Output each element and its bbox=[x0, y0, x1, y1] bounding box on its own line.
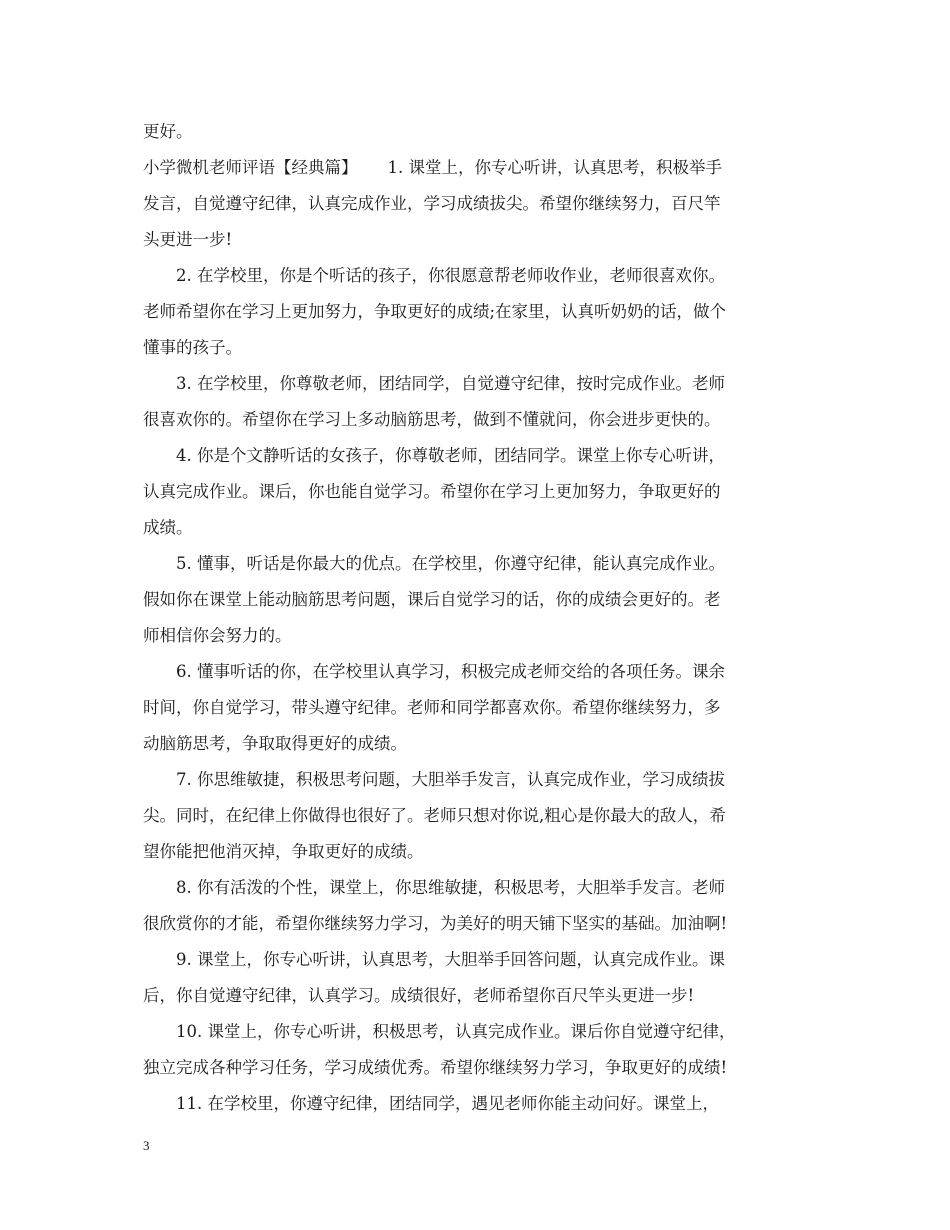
text-line: 更好。 bbox=[143, 122, 193, 141]
text-line: 头更进一步! bbox=[143, 230, 233, 249]
text-line: 11. 在学校里，你遵守纪律，团结同学，遇见老师你能主动问好。课堂上， bbox=[176, 1094, 719, 1113]
text-line: 师相信你会努力的。 bbox=[143, 626, 292, 645]
text-line: 3. 在学校里，你尊敬老师，团结同学，自觉遵守纪律，按时完成作业。老师 bbox=[176, 374, 725, 393]
text-line: 2. 在学校里，你是个听话的孩子，你很愿意帮老师收作业，老师很喜欢你。 bbox=[176, 266, 725, 285]
text-line: 5. 懂事，听话是你最大的优点。在学校里，你遵守纪律，能认真完成作业。 bbox=[176, 554, 725, 573]
text-line: 假如你在课堂上能动脑筋思考问题，课后自觉学习的话，你的成绩会更好的。老 bbox=[143, 590, 721, 609]
text-line: 10. 课堂上，你专心听讲，积极思考，认真完成作业。课后你自觉遵守纪律， bbox=[176, 1022, 736, 1041]
text-line: 很欣赏你的才能，希望你继续努力学习，为美好的明天铺下坚实的基础。加油啊! bbox=[143, 914, 728, 933]
text-line: 时间，你自觉学习，带头遵守纪律。老师和同学都喜欢你。希望你继续努力，多 bbox=[143, 698, 721, 717]
document-body bbox=[143, 114, 823, 1122]
text-line: 小学微机老师评语【经典篇】 1. 课堂上，你专心听讲，认真思考，积极举手 bbox=[143, 158, 722, 177]
text-line: 懂事的孩子。 bbox=[143, 338, 242, 357]
text-line: 8. 你有活泼的个性，课堂上，你思维敏捷，积极思考，大胆举手发言。老师 bbox=[176, 878, 725, 897]
text-line: 6. 懂事听话的你，在学校里认真学习，积极完成老师交给的各项任务。课余 bbox=[176, 662, 725, 681]
text-line: 7. 你思维敏捷，积极思考问题，大胆举手发言，认真完成作业，学习成绩拔 bbox=[176, 770, 725, 789]
text-line: 后，你自觉遵守纪律，认真学习。成绩很好，老师希望你百尺竿头更进一步! bbox=[143, 986, 695, 1005]
text-line: 认真完成作业。课后，你也能自觉学习。希望你在学习上更加努力，争取更好的 bbox=[143, 482, 721, 501]
text-line: 尖。同时，在纪律上你做得也很好了。老师只想对你说,粗心是你最大的敌人，希 bbox=[143, 806, 726, 825]
text-line: 9. 课堂上，你专心听讲，认真思考，大胆举手回答问题，认真完成作业。课 bbox=[176, 950, 725, 969]
text-line: 望你能把他消灭掉，争取更好的成绩。 bbox=[143, 842, 424, 861]
text-line: 独立完成各种学习任务，学习成绩优秀。希望你继续努力学习，争取更好的成绩! bbox=[143, 1058, 728, 1077]
text-line: 动脑筋思考，争取取得更好的成绩。 bbox=[143, 734, 407, 753]
page-number: 3 bbox=[143, 1138, 150, 1153]
text-line: 很喜欢你的。希望你在学习上多动脑筋思考，做到不懂就问，你会进步更快的。 bbox=[143, 410, 721, 429]
text-line: 老师希望你在学习上更加努力，争取更好的成绩;在家里，认真听奶奶的话，做个 bbox=[143, 302, 727, 321]
text-line: 成绩。 bbox=[143, 518, 193, 537]
text-line: 发言，自觉遵守纪律，认真完成作业，学习成绩拔尖。希望你继续努力，百尺竿 bbox=[143, 194, 721, 213]
text-line: 4. 你是个文静听话的女孩子，你尊敬老师，团结同学。课堂上你专心听讲， bbox=[176, 446, 725, 465]
